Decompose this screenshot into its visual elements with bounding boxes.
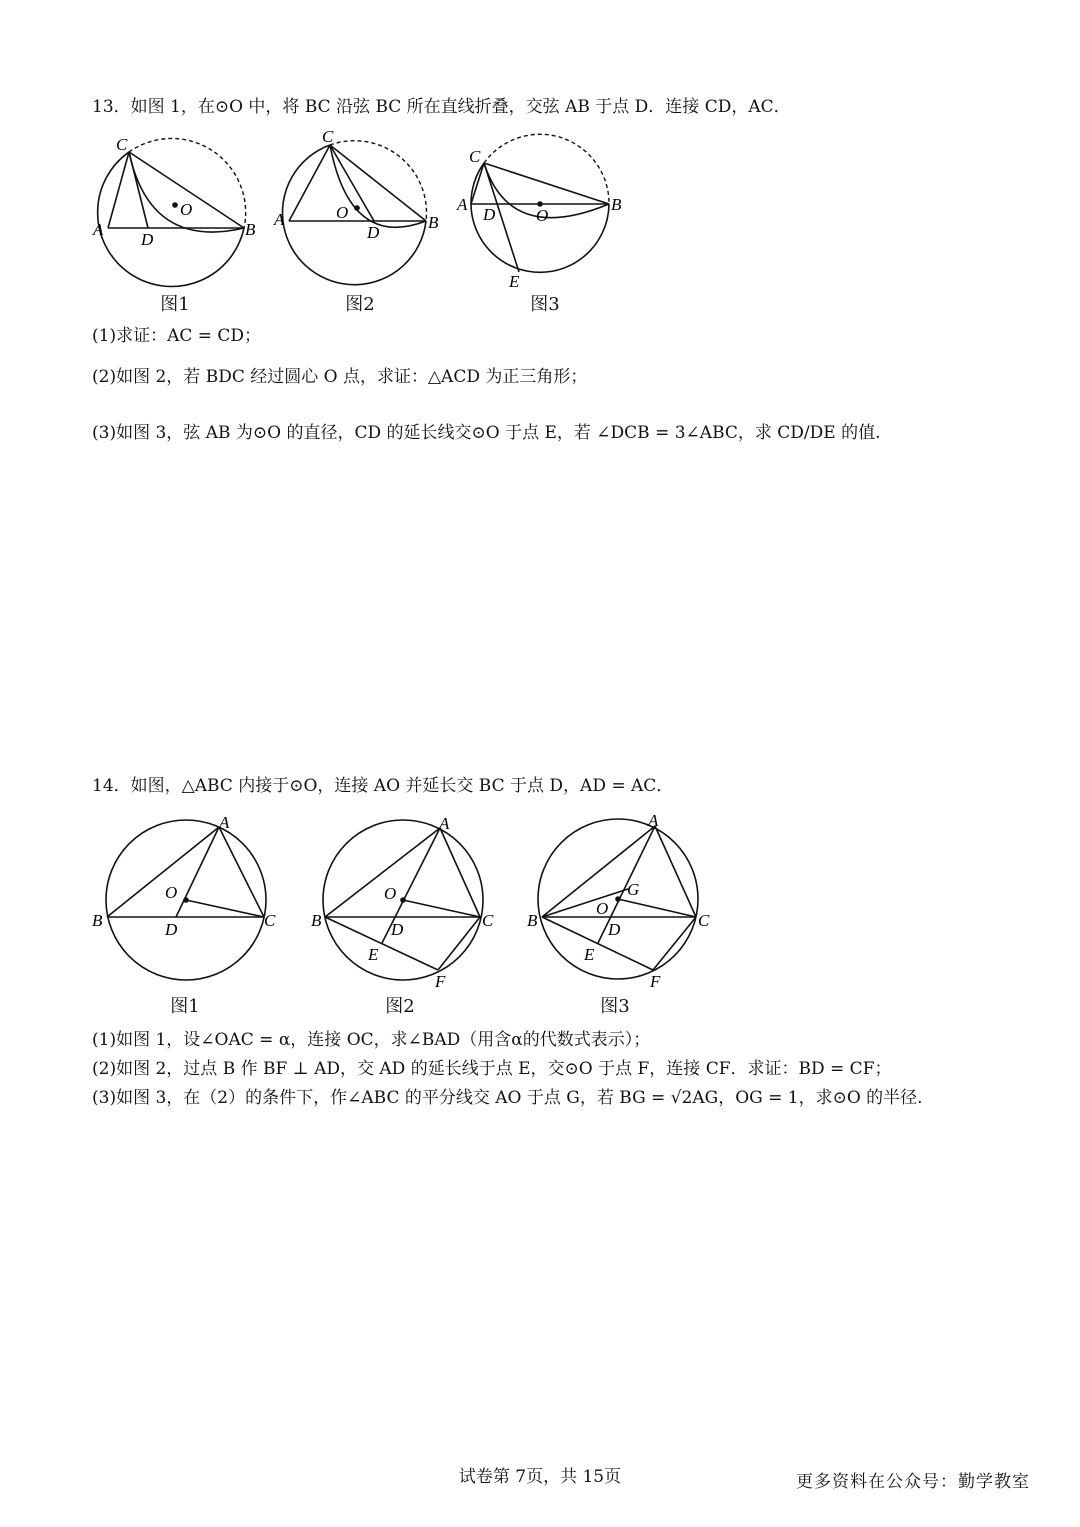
label-A: A [219, 813, 230, 832]
label-E: E [509, 272, 520, 291]
q13-caption-1: 图1 [160, 294, 190, 315]
q14-caption-3: 图3 [600, 996, 630, 1017]
label-C: C [264, 911, 276, 930]
q14-figure-3-svg [520, 805, 720, 990]
label-O: O [336, 203, 349, 222]
label-A: A [648, 811, 659, 830]
label-D: D [391, 920, 404, 939]
page-footer: 试卷第 7页，共 15页 [458, 1467, 622, 1487]
q14-part-3: (3)如图 3，在（2）的条件下，作∠ABC 的平分线交 AO 于点 G，若 BG = √2AG，OG = 1，求⊙O 的半径. [92, 1088, 923, 1108]
q14-figure-2 [305, 810, 505, 990]
label-G: G [627, 880, 640, 899]
q13-figure-1-svg [92, 130, 272, 290]
label-B: B [611, 195, 622, 214]
label-B: B [311, 911, 322, 930]
ad-text: 更多资料在公众号：勤学教室 [796, 1472, 1030, 1492]
label-B: B [527, 911, 538, 930]
label-B: B [245, 220, 256, 239]
label-A: A [457, 195, 468, 214]
q13-caption-2: 图2 [345, 294, 375, 315]
label-C: C [322, 127, 334, 146]
q13-part-3: (3)如图 3，弦 AB 为⊙O 的直径，CD 的延长线交⊙O 于点 E，若 ∠DCB = 3∠ABC，求 CD/DE 的值. [92, 423, 881, 443]
label-O: O [536, 206, 549, 225]
label-D: D [165, 920, 178, 939]
label-B: B [428, 213, 439, 232]
q13-figure-2-svg [272, 125, 442, 285]
q14-caption-1: 图1 [170, 996, 200, 1017]
label-C: C [469, 147, 481, 166]
label-O: O [384, 884, 397, 903]
label-F: F [650, 972, 661, 991]
label-D: D [483, 205, 496, 224]
q13-caption-3: 图3 [530, 294, 560, 315]
q14-figure-2-svg [305, 810, 505, 990]
q14-figure-1-svg [90, 810, 290, 990]
label-C: C [698, 911, 710, 930]
label-E: E [584, 945, 595, 964]
q13-figure-1 [92, 130, 272, 290]
label-A: A [274, 210, 285, 229]
q13-part-2: (2)如图 2，若 BDC 经过圆心 O 点，求证：△ACD 为正三角形； [92, 367, 588, 387]
label-O: O [165, 883, 178, 902]
label-C: C [116, 135, 128, 154]
label-C: C [482, 911, 494, 930]
label-B: B [92, 911, 103, 930]
label-D: D [367, 223, 380, 242]
label-F: F [435, 972, 446, 991]
label-E: E [368, 945, 379, 964]
label-O: O [596, 899, 609, 918]
label-A: A [93, 220, 104, 239]
q13-part-1: (1)求证：AC = CD； [92, 326, 262, 346]
q13-figure-3 [455, 140, 635, 290]
q14-figure-3 [520, 805, 720, 990]
q13-stem: 13．如图 1，在⊙O 中，将 BC 沿弦 BC 所在直线折叠，交弦 AB 于点 D．连接 CD，AC． [92, 97, 791, 117]
q13-figure-2 [272, 125, 442, 285]
q14-part-1: (1)如图 1，设∠OAC = α，连接 OC，求∠BAD（用含α的代数式表示）； [92, 1030, 651, 1050]
label-D: D [608, 920, 621, 939]
q14-stem: 14．如图，△ABC 内接于⊙O，连接 AO 并延长交 BC 于点 D，AD = AC． [92, 776, 674, 796]
q13-figure-3-svg [455, 140, 635, 290]
q14-part-2: (2)如图 2，过点 B 作 BF ⊥ AD，交 AD 的延长线于点 E，交⊙O 于点 F，连接 CF．求证：BD = CF； [92, 1059, 892, 1079]
label-D: D [141, 230, 154, 249]
q14-figure-1 [90, 810, 290, 990]
label-O: O [180, 200, 193, 219]
label-A: A [439, 814, 450, 833]
q14-caption-2: 图2 [385, 996, 415, 1017]
